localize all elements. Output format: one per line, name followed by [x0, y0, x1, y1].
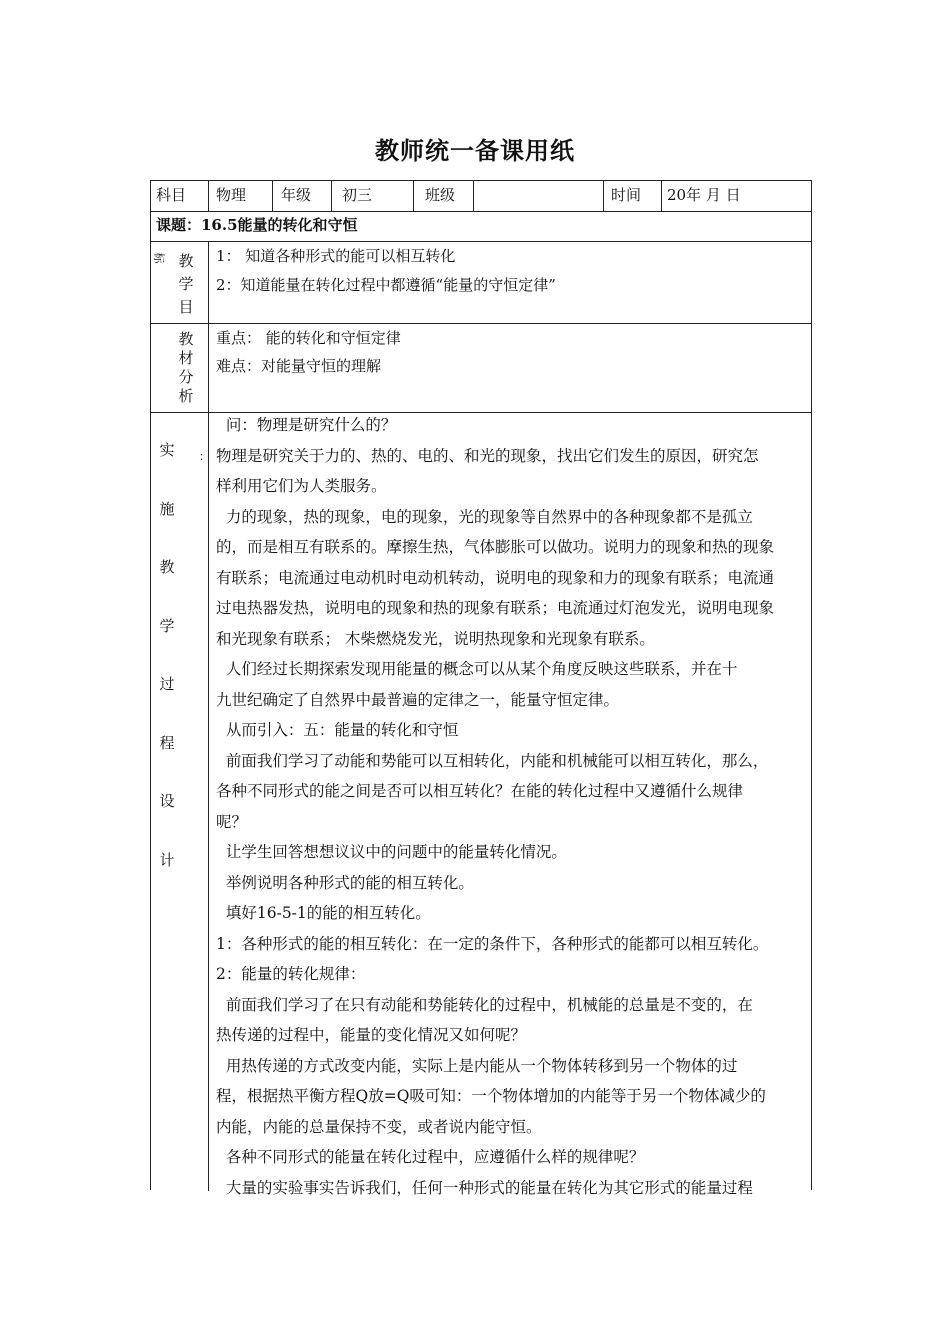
process-line: 1：各种形式的能的相互转化：在一定的条件下，各种形式的能都可以相互转化。	[216, 934, 769, 953]
process-line: 和光现象有联系； 木柴燃烧发光，说明热现象和光现象有联系。	[216, 629, 655, 648]
analysis-item: 重点： 能的转化和守恒定律	[216, 329, 401, 347]
process-line: 用热传递的方式改变内能，实际上是内能从一个物体转移到另一个物体的过	[216, 1056, 738, 1075]
goal-item: 1： 知道各种形式的能可以相互转化	[216, 247, 456, 265]
analysis-label-char: 教	[178, 330, 194, 348]
lesson-topic: 课题：16.5能量的转化和守恒	[156, 216, 358, 234]
process-line: 过电热器发热，说明电的现象和热的现象有联系；电流通过灯泡发光，说明电现象	[216, 599, 775, 617]
process-label-char: 过	[159, 675, 175, 693]
process-label-fragment: ：	[199, 450, 210, 463]
process-label-char: 计	[159, 851, 175, 869]
process-line: 填好16-5-1的能的相互转化。	[216, 904, 431, 922]
time-value: 20年 月 日	[667, 186, 741, 204]
time-label: 时间	[611, 186, 642, 204]
process-line: 让学生回答想想议议中的问题中的能量转化情况。	[216, 843, 567, 861]
col-divider	[473, 181, 474, 211]
process-label-char: 程	[159, 734, 175, 752]
col-divider	[661, 181, 662, 211]
process-label-char: 设	[159, 792, 175, 810]
process-line: 九世纪确定了自然界中最普遍的定律之一，能量守恒定律。	[216, 690, 620, 709]
process-label-char: 学	[159, 617, 175, 635]
goal-item: 2：知道能量在转化过程中都遵循“能量的守恒定律”	[216, 276, 556, 294]
goals-label-char: 教	[178, 252, 194, 270]
analysis-item: 难点：对能量守恒的理解	[216, 357, 382, 375]
process-line: 热传递的过程中，能量的变化情况又如何呢？	[216, 1026, 527, 1044]
col-divider	[272, 181, 273, 211]
process-label-char: 教	[159, 558, 175, 576]
col-divider	[413, 181, 414, 211]
process-line: 从而引入：五：能量的转化和守恒	[216, 721, 459, 739]
row-divider	[151, 211, 811, 212]
process-line: 前面我们学习了动能和势能可以互相转化，内能和机械能可以相互转化，那么，	[216, 751, 769, 770]
process-line: 2：能量的转化规律：	[216, 965, 366, 983]
col-divider	[208, 181, 209, 211]
analysis-label-char: 材	[178, 349, 194, 367]
process-label-char: 实	[159, 441, 175, 459]
goals-label-char: 目	[178, 298, 194, 316]
process-line: 呢？	[216, 812, 248, 831]
goals-label-fragment: 标	[152, 252, 166, 264]
process-line: 大量的实验事实告诉我们，任何一种形式的能量在转化为其它形式的能量过程	[216, 1178, 753, 1197]
class-label: 班级	[425, 186, 456, 204]
grade-value: 初三	[342, 186, 373, 204]
process-line: 前面我们学习了在只有动能和势能转化的过程中，机械能的总量是不变的，在	[216, 995, 753, 1014]
process-label-char: 施	[159, 500, 175, 518]
process-line: 各种不同形式的能量在转化过程中，应遵循什么样的规律呢？	[216, 1148, 645, 1166]
process-line: 物理是研究关于力的、热的、电的、和光的现象，找出它们发生的原因，研究怎	[216, 446, 759, 465]
analysis-label-char: 分	[178, 368, 194, 386]
process-line: 样利用它们为人类服务。	[216, 477, 387, 495]
process-line: 人们经过长期探索发现用能量的概念可以从某个角度反映这些联系，并在十	[216, 660, 738, 678]
col-divider	[603, 181, 604, 211]
label-column-divider	[208, 241, 209, 1191]
page-title: 教师统一备课用纸	[375, 136, 575, 165]
process-line: 举例说明各种形式的能的相互转化。	[216, 873, 474, 892]
subject-value: 物理	[216, 186, 247, 204]
goals-label-char: 学	[178, 275, 194, 293]
analysis-label-char: 析	[178, 387, 194, 405]
process-line: 各种不同形式的能之间是否可以相互转化？在能的转化过程中又遵循什么规律	[216, 782, 744, 800]
row-divider	[151, 241, 811, 242]
col-divider	[331, 181, 332, 211]
process-line: 程，根据热平衡方程Q放=Q吸可知：一个物体增加的内能等于另一个物体减少的	[216, 1087, 766, 1105]
subject-label: 科目	[156, 186, 187, 204]
process-line: 的，而是相互有联系的。摩擦生热，气体膨胀可以做功。说明力的现象和热的现象	[216, 538, 775, 556]
process-line: 有联系；电流通过电动机时电动机转动，说明电的现象和力的现象有联系；电流通	[216, 568, 775, 587]
process-line: 力的现象，热的现象，电的现象，光的现象等自然界中的各种现象都不是孤立	[216, 507, 753, 526]
grade-label: 年级	[281, 186, 312, 204]
row-divider	[151, 323, 811, 324]
process-line: 问：物理是研究什么的？	[216, 416, 397, 434]
process-line: 内能，内能的总量保持不变，或者说内能守恒。	[216, 1117, 542, 1136]
